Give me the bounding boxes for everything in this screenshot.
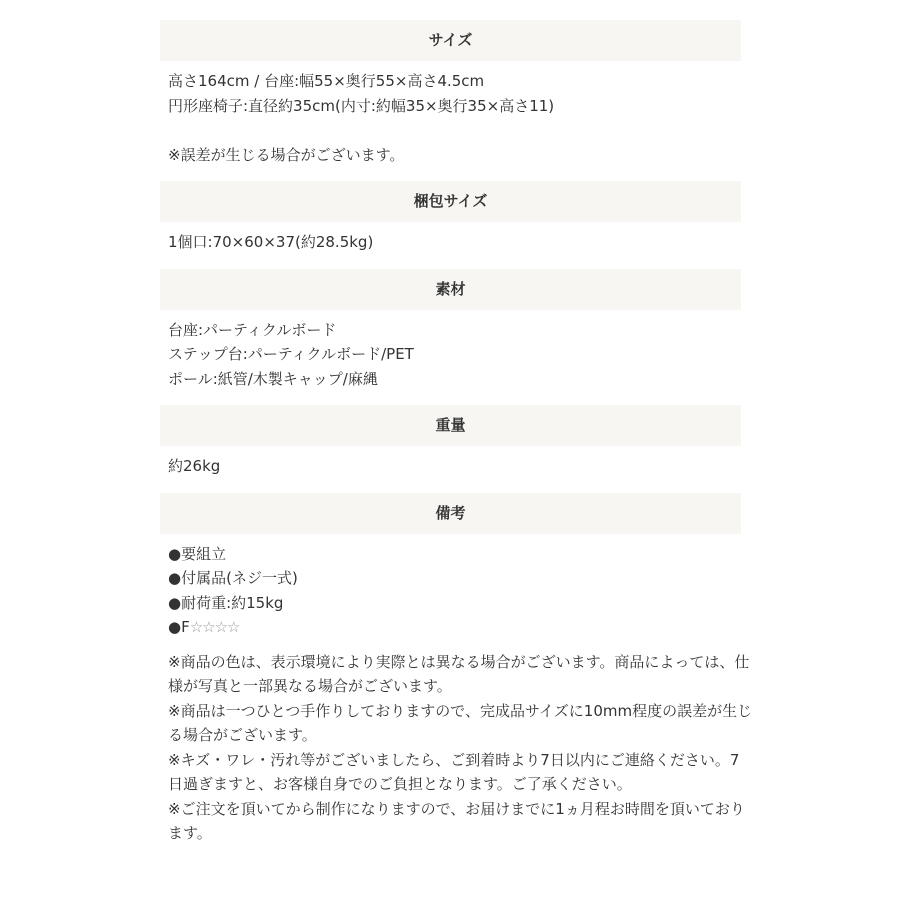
spec-line: 円形座椅子:直径約35cm(内寸:約幅35×奥行35×高さ11) bbox=[168, 96, 555, 115]
spec-body-material bbox=[160, 310, 741, 392]
spec-section-remarks bbox=[160, 493, 753, 846]
spec-header-material: 素材 bbox=[160, 269, 741, 310]
disclaimer-note: ※ご注文を頂いてから制作になりますので、お届けまでに1ヵ月程お時間を頂いております。 bbox=[168, 799, 745, 842]
star-rating-icon: ☆☆☆☆ bbox=[189, 618, 240, 636]
remark-item: ●耐荷重:約15kg bbox=[168, 593, 284, 612]
remark-item: ●付属品(ネジ一式) bbox=[168, 569, 298, 587]
product-spec-table bbox=[160, 20, 753, 846]
spec-section-material bbox=[160, 269, 741, 406]
spec-line: 高さ164cm / 台座:幅55×奥行55×高さ4.5cm bbox=[168, 72, 485, 90]
section-gap bbox=[160, 255, 741, 269]
spec-line-blank bbox=[168, 118, 733, 143]
disclaimer-note: ※商品は一つひとつ手作りしておりますので、完成品サイズに10mm程度の誤差が生じる場合がございます。 bbox=[168, 701, 753, 744]
spec-line: ポール:紙管/木製キャップ/麻縄 bbox=[168, 369, 378, 388]
spec-body-size bbox=[160, 61, 741, 167]
spec-section-weight bbox=[160, 405, 741, 493]
spec-body-remarks bbox=[160, 534, 741, 640]
spec-header-packing-size: 梱包サイズ bbox=[160, 181, 741, 222]
spec-header-size: サイズ bbox=[160, 20, 741, 61]
spec-header-weight: 重量 bbox=[160, 405, 741, 446]
spec-line: 台座:パーティクルボード bbox=[168, 320, 337, 339]
spec-section-size bbox=[160, 20, 741, 181]
disclaimer-notes bbox=[160, 640, 761, 846]
spec-section-packing-size bbox=[160, 181, 741, 269]
spec-line: 約26kg bbox=[168, 457, 221, 475]
spec-body-weight bbox=[160, 446, 741, 479]
disclaimer-note: ※キズ・ワレ・汚れ等がございましたら、ご到着時より7日以内にご連絡ください。7日過ぎますと、お客様自身でのご負担となります。ご了承ください。 bbox=[168, 750, 740, 793]
disclaimer-note: ※商品の色は、表示環境により実際とは異なる場合がございます。商品によっては、仕様が写真と一部異なる場合がございます。 bbox=[168, 652, 750, 695]
spec-line: ステップ台:パーティクルボード/PET bbox=[168, 345, 414, 363]
f-rating-prefix: ●F bbox=[168, 618, 190, 636]
spec-body-packing-size bbox=[160, 222, 741, 255]
spec-line: ※誤差が生じる場合がございます。 bbox=[168, 145, 405, 164]
remark-item: ●要組立 bbox=[168, 544, 227, 563]
section-gap bbox=[160, 479, 741, 493]
spec-line: 1個口:70×60×37(約28.5kg) bbox=[168, 233, 374, 251]
section-gap bbox=[160, 391, 741, 405]
remark-item-f-rating bbox=[168, 615, 733, 640]
spec-header-remarks: 備考 bbox=[160, 493, 741, 534]
section-gap bbox=[160, 167, 741, 181]
